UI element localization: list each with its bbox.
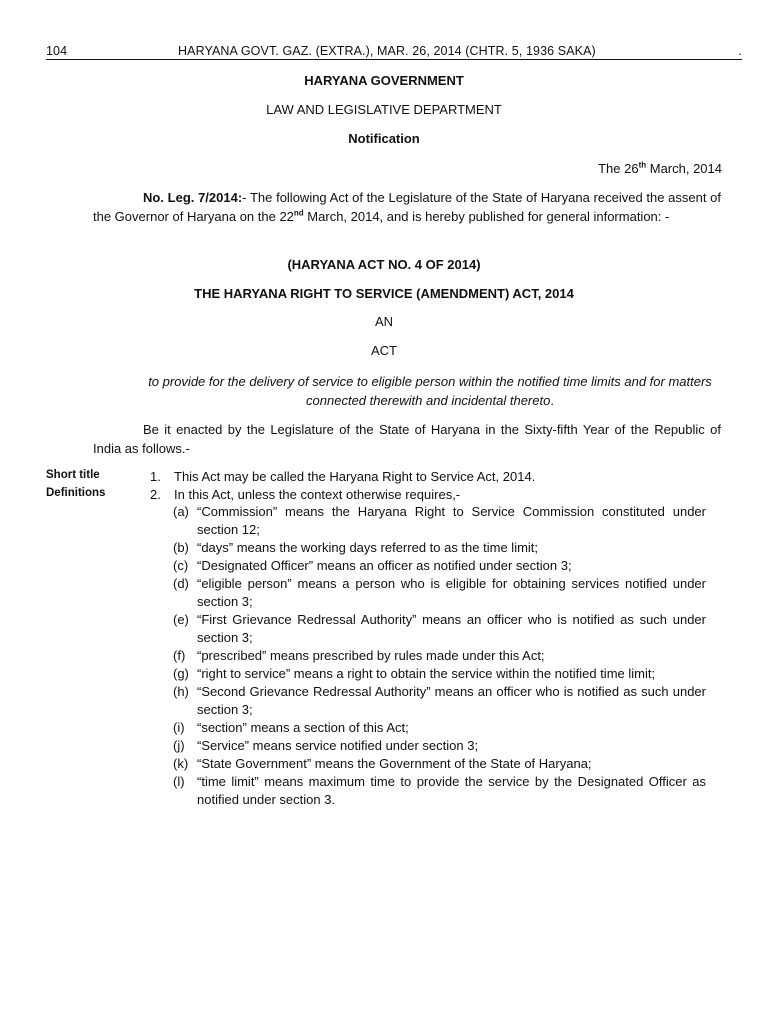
definition-label: (d) bbox=[173, 576, 189, 591]
page-number: 104 bbox=[46, 44, 68, 58]
definition-label: (j) bbox=[173, 738, 185, 753]
definition-item bbox=[173, 503, 706, 539]
act-name: THE HARYANA RIGHT TO SERVICE (AMENDMENT) ACT, 2014 bbox=[194, 286, 574, 301]
definition-label: (a) bbox=[173, 504, 189, 519]
definition-text: “eligible person” means a person who is eligible for obtaining services notified under section 3; bbox=[197, 576, 706, 609]
definition-text: “time limit” means maximum time to provide the service by the Designated Officer as notified under section 3. bbox=[197, 774, 706, 807]
act-an: AN bbox=[374, 314, 394, 329]
definition-text: “Service” means service notified under section 3; bbox=[197, 738, 479, 753]
section-text: This Act may be called the Haryana Right to Service Act, 2014. bbox=[174, 469, 536, 484]
section-1 bbox=[150, 468, 720, 486]
act-number: (HARYANA ACT NO. 4 OF 2014) bbox=[287, 257, 481, 272]
margin-note-short-title: Short title bbox=[46, 469, 100, 481]
enacting-clause: Be it enacted by the Legislature of the State of Haryana in the Sixty-fifth Year of the Republic of India as follows.- bbox=[93, 422, 721, 456]
definition-item bbox=[173, 737, 706, 755]
definition-text: “days” means the working days referred to as the time limit; bbox=[197, 540, 539, 555]
section-2 bbox=[150, 486, 720, 504]
definition-label: (l) bbox=[173, 774, 185, 789]
date-day-suffix: th bbox=[638, 160, 647, 170]
page-header bbox=[46, 44, 742, 60]
intro-text-1: - The following Act of the Legislature of the State of Haryana received the assent of the Governor of Haryana on the 22 bbox=[93, 190, 721, 224]
definition-item bbox=[173, 683, 706, 719]
definition-text: “Second Grievance Redressal Authority” means an officer who is notified as such under section 3; bbox=[197, 684, 706, 717]
intro-sup: nd bbox=[293, 208, 304, 218]
margin-note-definitions: Definitions bbox=[46, 487, 106, 499]
definition-item bbox=[173, 557, 706, 575]
section-number: 1. bbox=[150, 469, 161, 484]
definitions-list bbox=[173, 503, 706, 809]
preamble-text: to provide for the delivery of service to eligible person within the notified time limits and for matters connected therewith and incidental thereto bbox=[148, 374, 712, 408]
section-number: 2. bbox=[150, 487, 161, 502]
preamble-end: . bbox=[550, 393, 554, 408]
definition-text: “Commission” means the Haryana Right to Service Commission constituted under section 12; bbox=[197, 504, 706, 537]
gazette-title: HARYANA GOVT. GAZ. (EXTRA.), MAR. 26, 2014 (CHTR. 5, 1936 SAKA) bbox=[178, 44, 596, 58]
definition-item bbox=[173, 719, 706, 737]
definition-item bbox=[173, 611, 706, 647]
act-word: ACT bbox=[371, 343, 397, 358]
definition-text: “right to service” means a right to obtain the service within the notified time limit; bbox=[197, 666, 656, 681]
date-month-year: March, 2014 bbox=[646, 161, 722, 176]
intro-paragraph bbox=[93, 188, 721, 226]
header-trailing-mark: . bbox=[738, 44, 742, 58]
definition-text: “Designated Officer” means an officer as notified under section 3; bbox=[197, 558, 572, 573]
definition-item bbox=[173, 647, 706, 665]
heading-department: LAW AND LEGISLATIVE DEPARTMENT bbox=[266, 102, 502, 117]
notification-reference: No. Leg. 7/2014: bbox=[143, 190, 243, 205]
date-day: The 26 bbox=[598, 161, 639, 176]
header-rule bbox=[46, 59, 742, 60]
definition-item bbox=[173, 575, 706, 611]
definition-text: “State Government” means the Government of the State of Haryana; bbox=[197, 756, 592, 771]
definition-label: (h) bbox=[173, 684, 189, 699]
definition-text: “section” means a section of this Act; bbox=[197, 720, 409, 735]
definition-label: (i) bbox=[173, 720, 185, 735]
definition-item bbox=[173, 665, 706, 683]
definition-item bbox=[173, 755, 706, 773]
definition-label: (b) bbox=[173, 540, 189, 555]
definition-text: “prescribed” means prescribed by rules made under this Act; bbox=[197, 648, 545, 663]
notification-date bbox=[598, 161, 722, 176]
definition-label: (k) bbox=[173, 756, 189, 771]
act-preamble bbox=[140, 372, 720, 410]
definition-label: (c) bbox=[173, 558, 189, 573]
heading-government: HARYANA GOVERNMENT bbox=[304, 73, 464, 88]
definition-text: “First Grievance Redressal Authority” means an officer who is notified as such under section 3; bbox=[197, 612, 706, 645]
definition-item bbox=[173, 539, 706, 557]
definition-label: (g) bbox=[173, 666, 189, 681]
intro-text-2: March, 2014, and is hereby published for general information: - bbox=[303, 209, 670, 224]
definition-label: (e) bbox=[173, 612, 189, 627]
heading-notification: Notification bbox=[348, 131, 420, 146]
definition-item bbox=[173, 773, 706, 809]
section-text: In this Act, unless the context otherwise requires,- bbox=[174, 487, 461, 502]
definition-label: (f) bbox=[173, 648, 186, 663]
